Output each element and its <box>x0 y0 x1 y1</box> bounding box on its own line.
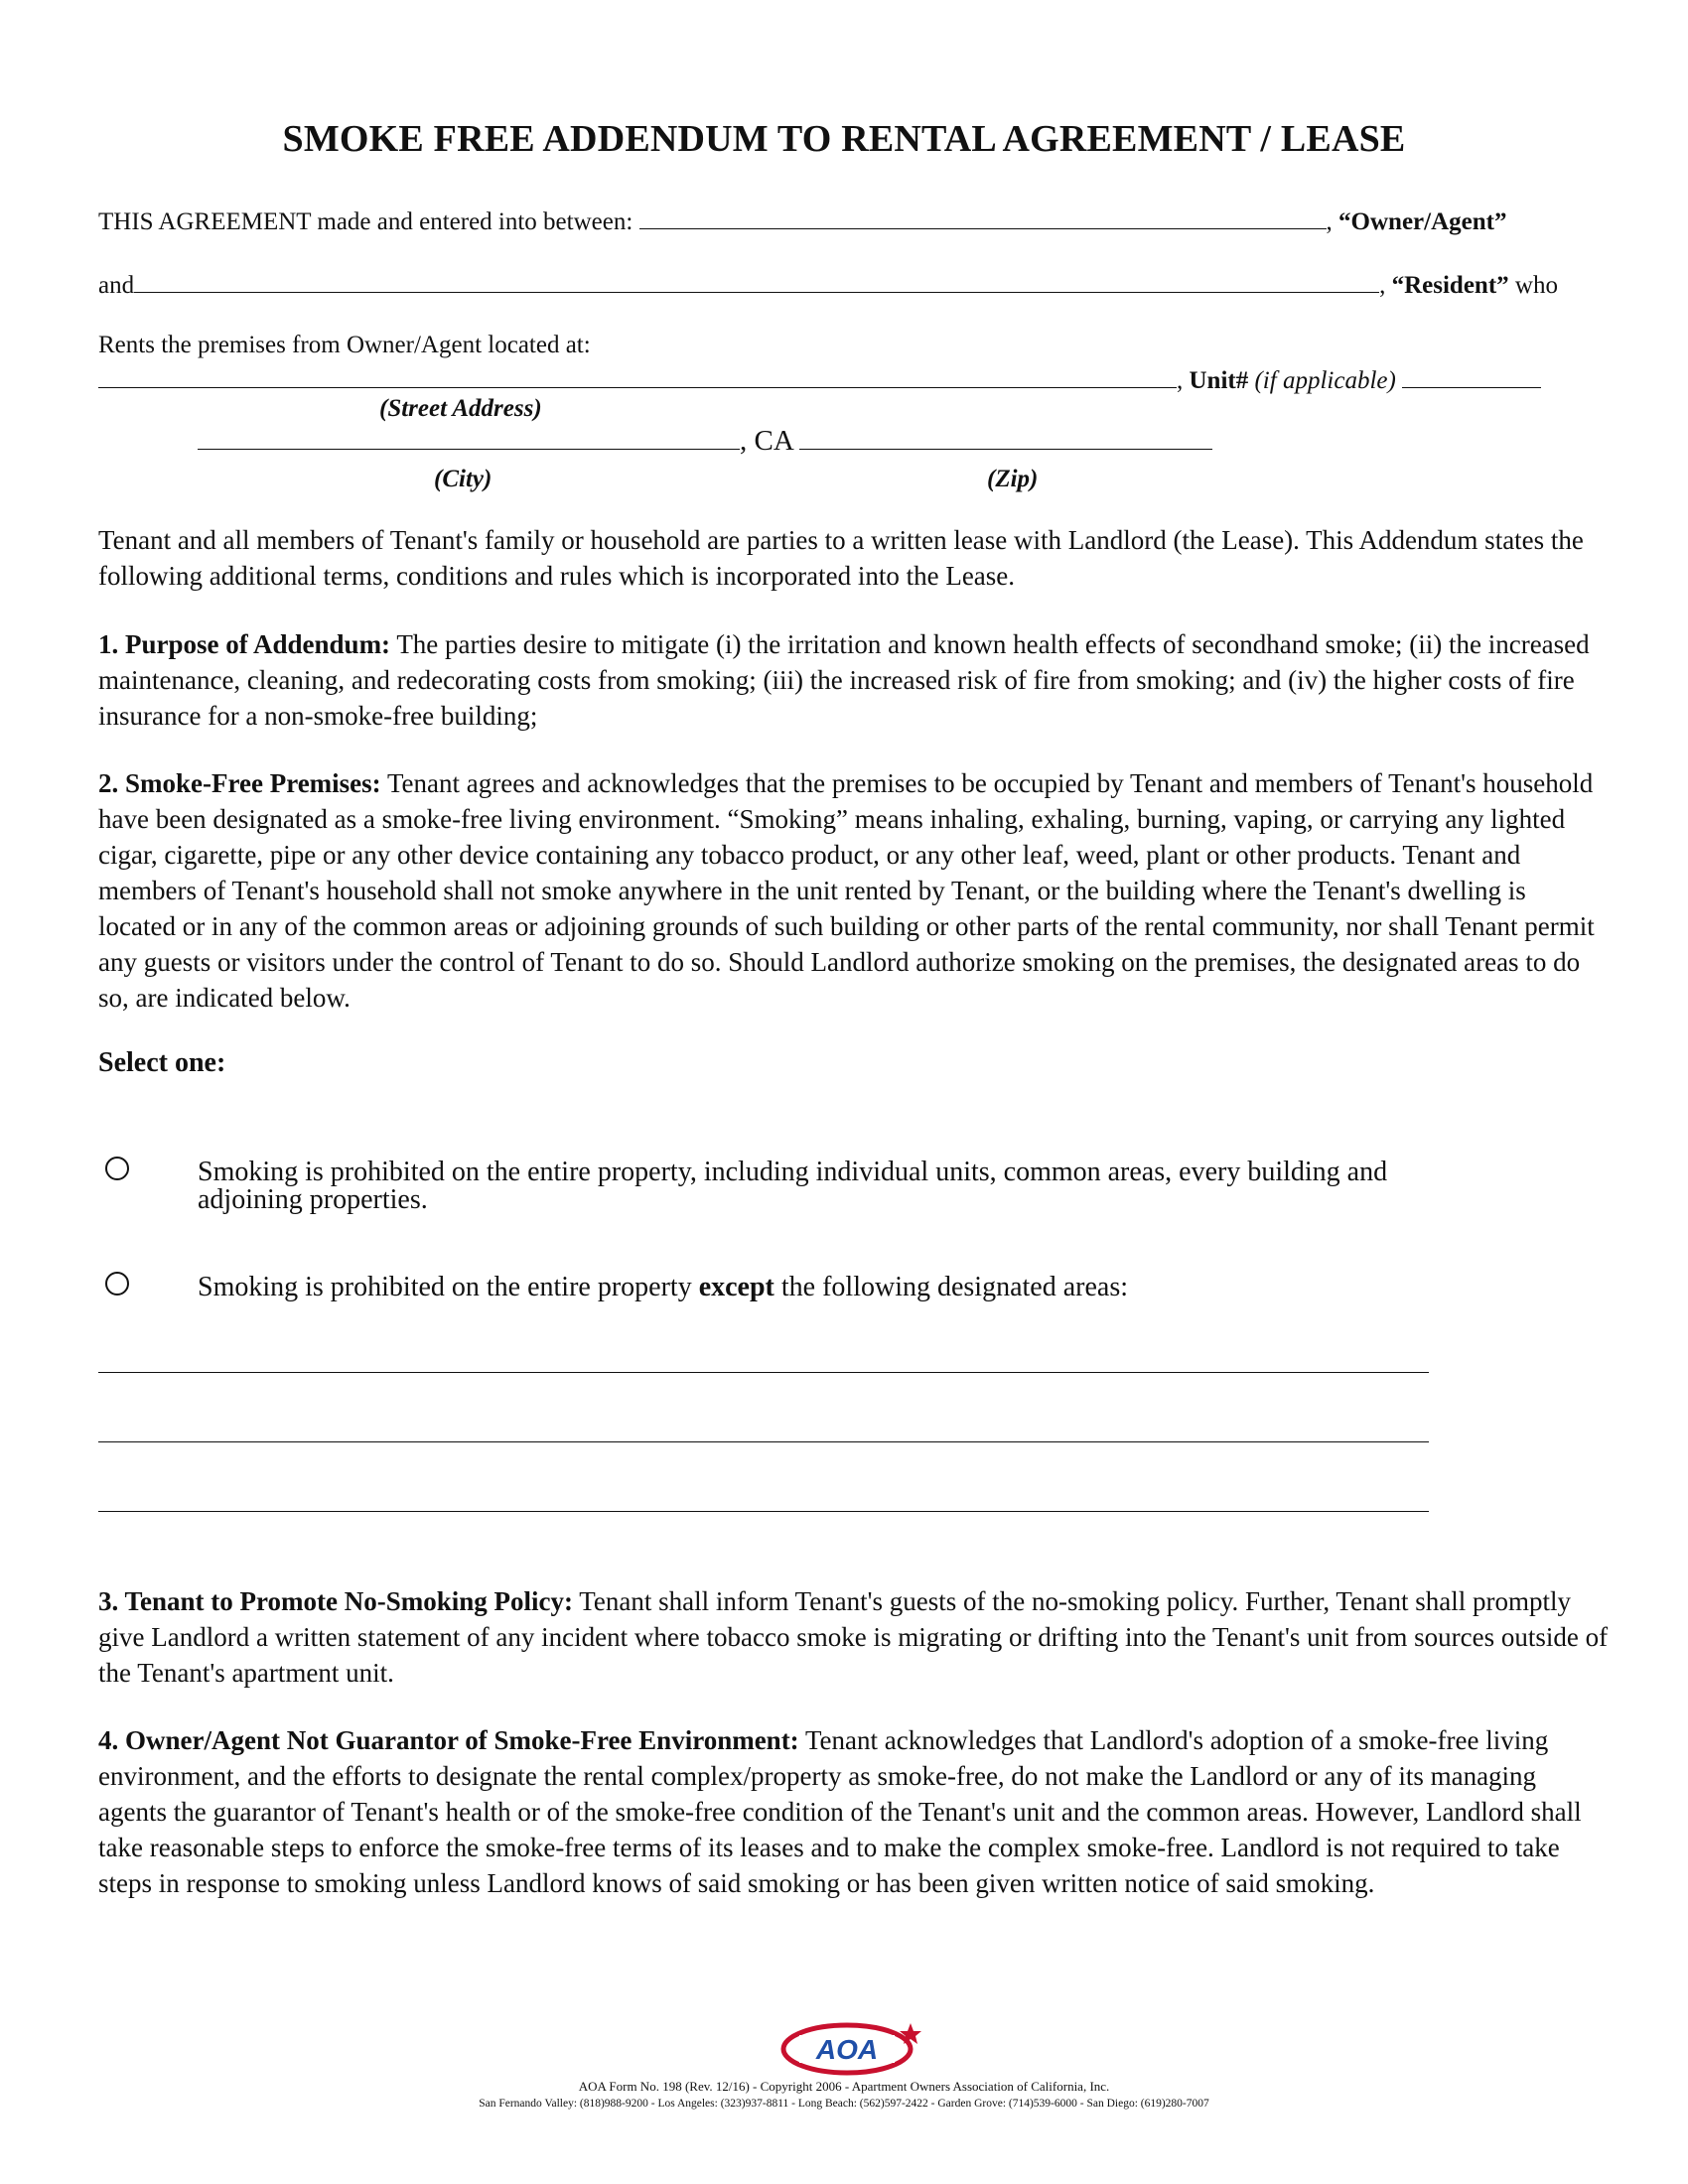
section-body: Tenant agrees and acknowledges that the premises to be occupied by Tenant and members of Tenant's household have been designated as a smoke-free living environment. “Smoking” means inhaling, exhaling, burning, vaping, or carrying any lighted cigar, cigarette, pipe or any other device containing any tobacco product, or any other leaf, weed, plant or other products. Tenant and members of Tenant's household shall not smoke anywhere in the unit rented by Tenant, or the building where the Tenant's dwelling is located or in any of the common areas or adjoining grounds of such building or other parts of the rental community, nor shall Tenant permit any guests or visitors under the control of Tenant to do so. Should Landlord authorize smoking on the premises, the designated areas to do so, are indicated below. <box>98 768 1595 1013</box>
section-heading: 1. Purpose of Addendum: <box>98 629 391 659</box>
section-heading: 4. Owner/Agent Not Guarantor of Smoke-Free Environment: <box>98 1725 799 1755</box>
designated-area-line-3[interactable] <box>98 1511 1429 1512</box>
street-caption: (Street Address) <box>379 395 542 422</box>
option-designated-areas-radio[interactable] <box>105 1272 129 1296</box>
document-title: SMOKE FREE ADDENDUM TO RENTAL AGREEMENT / LEASE <box>282 118 1406 160</box>
agreement-prefix: THIS AGREEMENT made and entered into between: <box>98 208 633 235</box>
city-field[interactable] <box>198 425 740 450</box>
select-label: Select one: <box>98 1047 226 1078</box>
unit-label: Unit# <box>1189 367 1249 394</box>
option-full-ban-text: Smoking is prohibited on the entire property, including individual units, common areas, every building and adjoining properties. <box>198 1157 1388 1215</box>
and-prefix: and <box>98 272 135 299</box>
section-body: The parties desire to mitigate (i) the irritation and known health effects of secondhand smoke; (ii) the increased maintenance, cleaning, and redecorating costs from smoking; (iii) the increased risk of fire from smoking; and (iv) the higher costs of fire insurance for a non-smoke-free building; <box>98 629 1590 731</box>
owner-name-field[interactable] <box>639 205 1327 229</box>
city-line: , CA <box>198 425 1212 458</box>
resident-line: and , “Resident” who <box>98 268 1558 300</box>
section-smoke-free-premises <box>98 765 1610 1016</box>
city-caption: (City) <box>434 466 492 492</box>
state-text: CA <box>754 425 793 457</box>
unit-field[interactable] <box>1402 363 1541 388</box>
section-heading: 3. Tenant to Promote No-Smoking Policy: <box>98 1586 573 1616</box>
section-body: Tenant shall inform Tenant's guests of the no-smoking policy. Further, Tenant shall promptly give Landlord a written statement of any incident where tobacco smoke is migrating or drifting into the Tenant's unit from sources outside of the Tenant's apartment unit. <box>98 1586 1609 1688</box>
zip-caption: (Zip) <box>987 466 1039 492</box>
section-heading: 2. Smoke-Free Premises: <box>98 768 381 798</box>
option-full-ban-radio[interactable] <box>105 1157 129 1180</box>
designated-area-line-1[interactable] <box>98 1372 1429 1373</box>
zip-field[interactable] <box>799 425 1212 450</box>
logo-text: AOA <box>815 2034 879 2065</box>
resident-suffix: who <box>1514 272 1558 299</box>
owner-line: THIS AGREEMENT made and entered into between: , “Owner/Agent” <box>98 205 1506 236</box>
option-text-before: Smoking is prohibited on the entire property <box>198 1272 692 1302</box>
resident-name-field[interactable] <box>134 268 1379 293</box>
street-address-field[interactable] <box>98 363 1177 388</box>
resident-label: “Resident” <box>1391 272 1509 299</box>
option-designated-areas-text <box>198 1274 1488 1301</box>
address-line: , Unit# (if applicable) <box>98 363 1541 395</box>
intro-paragraph: Tenant and all members of Tenant's family or household are parties to a written lease with Landlord (the Lease). This Addendum states the following additional terms, conditions and rules which is incorporated into the Lease. <box>98 525 1584 591</box>
footer-form-info: AOA Form No. 198 (Rev. 12/16) - Copyright 2006 - Apartment Owners Association of California, Inc. <box>578 2079 1110 2094</box>
section-promote-policy <box>98 1583 1610 1691</box>
owner-label: “Owner/Agent” <box>1338 208 1507 235</box>
rents-text: Rents the premises from Owner/Agent located at: <box>98 332 591 358</box>
section-body: Tenant acknowledges that Landlord's adoption of a smoke-free living environment, and the efforts to designate the rental complex/property as smoke-free, do not make the Landlord or any of its managing agents the guarantor of Tenant's health or of the smoke-free condition of the Tenant's unit and the common areas. However, Landlord shall take reasonable steps to enforce the smoke-free terms of its leases and to make the complex smoke-free. Landlord is not required to take steps in response to smoking unless Landlord knows of said smoking or has been given written notice of said smoking. <box>98 1725 1582 1898</box>
footer-phone-numbers: San Fernando Valley: (818)988-9200 - Los Angeles: (323)937-8811 - Long Beach: (562)597-2422 - Garden Grove: (714)539-6000 - San Diego: (619)280-7007 <box>479 2098 1209 2110</box>
section-not-guarantor <box>98 1722 1610 1901</box>
option-text-after: the following designated areas: <box>780 1272 1129 1302</box>
unit-note: (if applicable) <box>1254 367 1396 394</box>
designated-area-line-2[interactable] <box>98 1441 1429 1442</box>
aoa-logo <box>779 2017 928 2079</box>
section-purpose <box>98 626 1610 734</box>
logo-star <box>900 2023 921 2044</box>
option-text-bold: except <box>698 1272 774 1302</box>
